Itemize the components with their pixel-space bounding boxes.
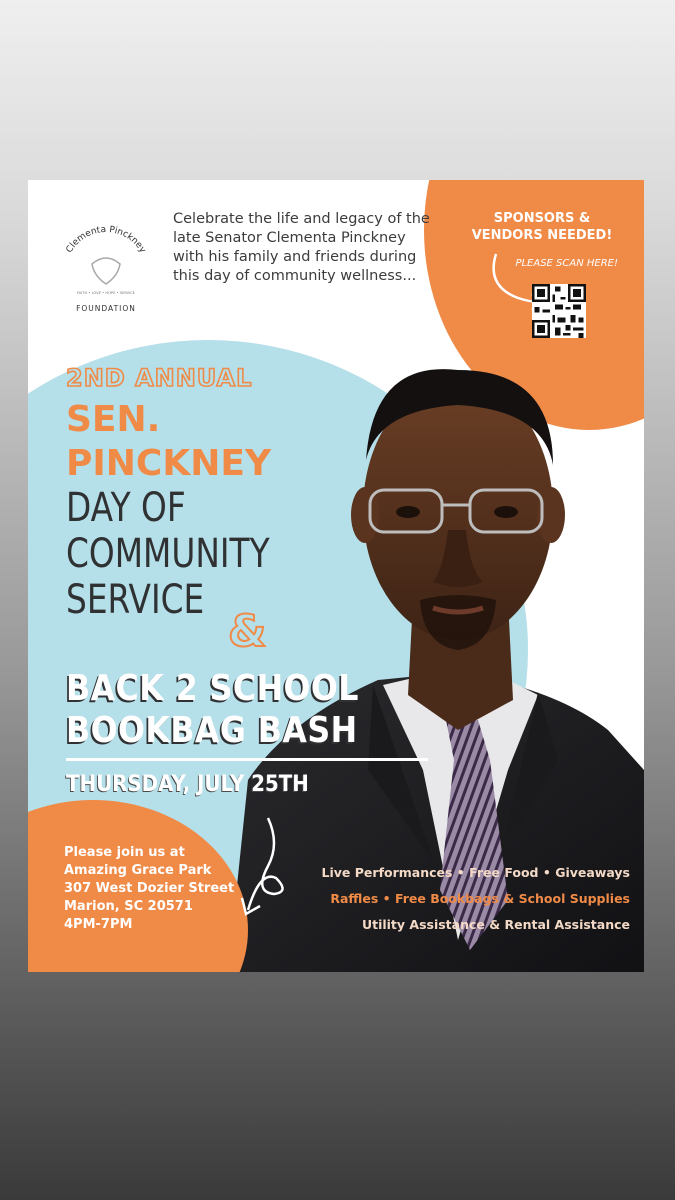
senator-name xyxy=(66,398,271,486)
event-location xyxy=(64,844,234,934)
qr-code[interactable] xyxy=(532,284,586,338)
event-date: THURSDAY, JULY 25TH xyxy=(66,772,309,797)
title-line: DAY OF xyxy=(66,485,186,531)
title-line: COMMUNITY xyxy=(66,531,270,577)
event-features xyxy=(322,860,630,938)
location-line: Please join us at xyxy=(64,845,185,860)
features-line: Live Performances • Free Food • Giveaways xyxy=(321,865,630,880)
location-line: Marion, SC 20571 xyxy=(64,899,193,914)
svg-text:FOUNDATION: FOUNDATION xyxy=(76,304,136,313)
foundation-logo xyxy=(52,214,160,318)
svg-text:FAITH • LOVE • HOPE • SERVICE: FAITH • LOVE • HOPE • SERVICE xyxy=(77,291,135,295)
title-line: SERVICE xyxy=(66,577,205,623)
annual-heading: 2ND ANNUAL xyxy=(66,364,253,392)
event-flyer xyxy=(28,180,644,972)
title-line: BACK 2 SCHOOL xyxy=(66,668,359,709)
features-line: Utility Assistance & Rental Assistance xyxy=(361,917,630,932)
features-line: Raffles • Free Bookbags & School Supplies xyxy=(330,891,630,906)
ampersand: & xyxy=(228,606,267,657)
senator-surname: PINCKNEY xyxy=(66,443,272,484)
title-underline xyxy=(66,758,428,761)
tagline-line: Celebrate the life and legacy of the xyxy=(173,211,430,227)
sponsors-line: SPONSORS & xyxy=(493,211,591,226)
location-line: 4PM-7PM xyxy=(64,917,133,932)
location-line: 307 West Dozier Street xyxy=(64,881,235,896)
day-of-community-service-title xyxy=(66,485,270,623)
loop-arrow-icon xyxy=(224,814,294,934)
heart-hands-icon xyxy=(92,258,120,284)
sponsors-callout xyxy=(468,210,616,244)
tagline-line: with his family and friends during xyxy=(173,249,417,265)
senator-title: SEN. xyxy=(66,399,161,440)
vendors-line: VENDORS NEEDED! xyxy=(471,228,613,243)
title-line: BOOKBAG BASH xyxy=(66,710,358,751)
location-line: Amazing Grace Park xyxy=(64,863,212,878)
event-tagline xyxy=(173,210,433,286)
tagline-line: this day of community wellness... xyxy=(173,268,417,284)
tagline-line: late Senator Clementa Pinckney xyxy=(173,230,406,246)
back-2-school-title xyxy=(66,668,359,752)
scan-instruction: PLEASE SCAN HERE! xyxy=(515,258,618,269)
logo-name-text: Clementa Pinckney xyxy=(64,224,148,255)
